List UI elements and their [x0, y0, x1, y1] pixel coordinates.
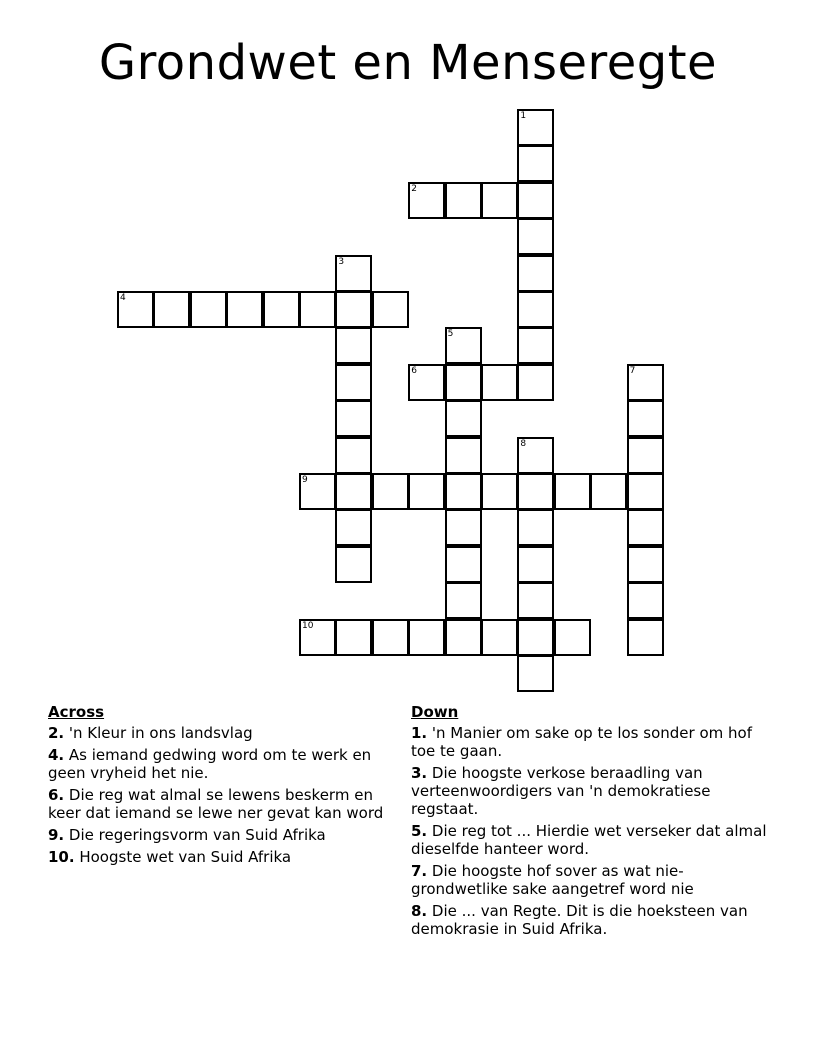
grid-cell[interactable]: [299, 291, 336, 328]
grid-cell[interactable]: [481, 473, 518, 510]
grid-cell[interactable]: [517, 582, 554, 619]
across-heading: Across: [48, 703, 105, 721]
grid-cell[interactable]: [517, 473, 554, 510]
grid-cell[interactable]: [445, 582, 482, 619]
grid-cell[interactable]: [372, 619, 409, 656]
grid-cell[interactable]: [517, 255, 554, 292]
grid-cell[interactable]: [517, 364, 554, 401]
grid-cell[interactable]: [517, 291, 554, 328]
grid-cell[interactable]: [445, 546, 482, 583]
grid-cell[interactable]: [554, 473, 591, 510]
grid-cell[interactable]: [517, 619, 554, 656]
clue-number: 3: [338, 256, 345, 267]
grid-cell[interactable]: [335, 546, 372, 583]
grid-cell[interactable]: [627, 364, 664, 401]
grid-cell[interactable]: [554, 619, 591, 656]
grid-cell[interactable]: [263, 291, 300, 328]
clue-number: 2: [411, 183, 417, 194]
grid-cell[interactable]: [517, 109, 554, 146]
clue-number: 6: [411, 365, 417, 376]
clue-across-4: 4. As iemand gedwing word om te werk en geen vryheid het nie.: [48, 746, 372, 782]
grid-cell[interactable]: [627, 400, 664, 437]
across-clues: [48, 703, 398, 870]
down-clues: [411, 703, 776, 942]
grid-cell[interactable]: [408, 619, 445, 656]
grid-cell[interactable]: [335, 437, 372, 474]
grid-cell[interactable]: [627, 473, 664, 510]
grid-cell[interactable]: [627, 437, 664, 474]
grid-cell[interactable]: [445, 364, 482, 401]
grid-cell[interactable]: [445, 400, 482, 437]
grid-cell[interactable]: [335, 255, 372, 292]
grid-cell[interactable]: [627, 509, 664, 546]
grid-cell[interactable]: [445, 327, 482, 364]
grid-cell[interactable]: [445, 509, 482, 546]
clue-across-9: 9. Die regeringsvorm van Suid Afrika: [48, 826, 326, 844]
grid-cell[interactable]: [517, 218, 554, 255]
clue-number: 4: [120, 293, 126, 303]
grid-cell[interactable]: [517, 655, 554, 692]
clue-down-7: 7. Die hoogste hof sover as wat nie-grondwetlike sake aangetref word nie: [411, 862, 694, 898]
grid-cell[interactable]: [517, 182, 554, 219]
grid-cell[interactable]: [190, 291, 227, 328]
puzzle-title: Grondwet en Menseregte: [98, 35, 718, 91]
grid-cell[interactable]: [517, 327, 554, 364]
clue-number: 8: [520, 438, 527, 449]
grid-cell[interactable]: [117, 291, 154, 328]
grid-cell[interactable]: [517, 509, 554, 546]
grid-cell[interactable]: [335, 291, 372, 328]
grid-cell[interactable]: [335, 400, 372, 437]
clue-number: 9: [302, 475, 308, 485]
grid-cell[interactable]: [481, 364, 518, 401]
clue-down-5: 5. Die reg tot ... Hierdie wet verseker dat almal dieselfde hanteer word.: [411, 822, 767, 858]
grid-cell[interactable]: [335, 509, 372, 546]
grid-cell[interactable]: [445, 619, 482, 656]
down-heading: Down: [411, 703, 459, 721]
grid-cell[interactable]: [335, 619, 372, 656]
clue-number: 1: [520, 111, 527, 121]
grid-cell[interactable]: [372, 473, 409, 510]
clue-number: 5: [447, 329, 454, 340]
grid-cell[interactable]: [299, 619, 336, 656]
grid-cell[interactable]: [299, 473, 336, 510]
clue-down-3: 3. Die hoogste verkose beraadling van verteenwoordigers van 'n demokratiese regstaat.: [411, 764, 711, 818]
grid-cell[interactable]: [408, 473, 445, 510]
grid-cell[interactable]: [372, 291, 409, 328]
grid-cell[interactable]: [445, 182, 482, 219]
grid-cell[interactable]: [627, 582, 664, 619]
grid-cell[interactable]: [445, 473, 482, 510]
grid-cell[interactable]: [408, 182, 445, 219]
grid-cell[interactable]: [517, 546, 554, 583]
clue-across-2: 2. 'n Kleur in ons landsvlag: [48, 724, 253, 742]
grid-cell[interactable]: [408, 364, 445, 401]
grid-cell[interactable]: [335, 473, 372, 510]
grid-cell[interactable]: [226, 291, 263, 328]
clue-number: 10: [302, 620, 314, 631]
grid-cell[interactable]: [517, 437, 554, 474]
grid-cell[interactable]: [627, 546, 664, 583]
clue-number: 7: [629, 365, 636, 376]
grid-cell[interactable]: [590, 473, 627, 510]
clue-down-8: 8. Die ... van Regte. Dit is die hoeksteen van demokrasie in Suid Afrika.: [411, 902, 748, 938]
grid-cell[interactable]: [627, 619, 664, 656]
clue-across-6: 6. Die reg wat almal se lewens beskerm en keer dat iemand se lewe ner gevat kan word: [48, 786, 384, 822]
grid-cell[interactable]: [445, 437, 482, 474]
clue-down-1: 1. 'n Manier om sake op te los sonder om hof toe te gaan.: [411, 724, 752, 760]
grid-cell[interactable]: [335, 364, 372, 401]
grid-cell[interactable]: [153, 291, 190, 328]
grid-cell[interactable]: [481, 619, 518, 656]
clue-across-10: 10. Hoogste wet van Suid Afrika: [48, 848, 292, 866]
grid-cell[interactable]: [517, 145, 554, 182]
grid-cell[interactable]: [335, 327, 372, 364]
grid-cell[interactable]: [481, 182, 518, 219]
